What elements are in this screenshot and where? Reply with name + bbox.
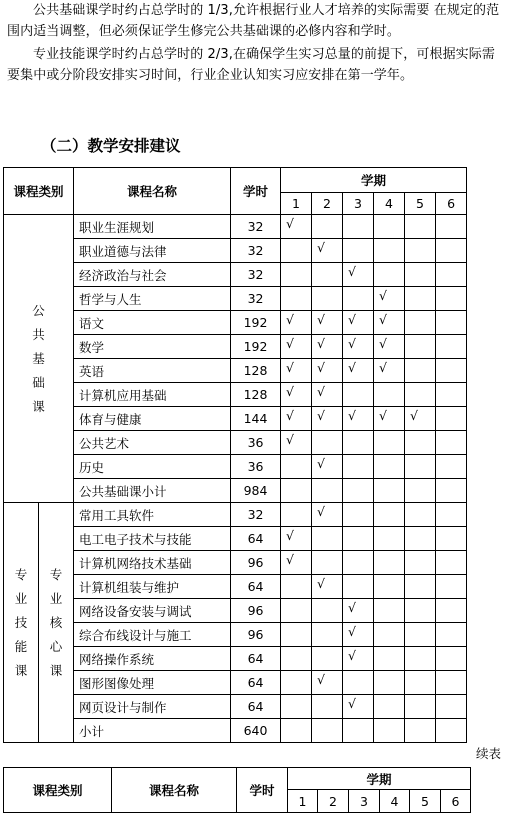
- table-row: [4, 599, 467, 623]
- check-mark-icon: √: [348, 695, 356, 711]
- check-mark-icon: √: [379, 287, 387, 303]
- course-hours: 96: [231, 599, 281, 623]
- semester-cell: [374, 671, 405, 695]
- course-name: 体育与健康: [74, 407, 231, 431]
- semester-cell: [343, 431, 374, 455]
- semester-cell: [405, 431, 436, 455]
- semester-cell: [436, 719, 467, 743]
- table-row: [4, 527, 467, 551]
- check-mark-icon: √: [348, 647, 356, 663]
- check-mark-icon: √: [317, 239, 325, 255]
- course-name: 经济政治与社会: [74, 263, 231, 287]
- semester-cell: [405, 719, 436, 743]
- semester-cell: [343, 215, 374, 239]
- semester-cell: [405, 383, 436, 407]
- semester-cell: [374, 287, 405, 311]
- course-name: 语文: [74, 311, 231, 335]
- table-row: [4, 455, 467, 479]
- course-name: 小计: [74, 719, 231, 743]
- course-name: 图形图像处理: [74, 671, 231, 695]
- check-mark-icon: √: [348, 359, 356, 375]
- check-mark-icon: √: [286, 359, 294, 375]
- check-mark-icon: √: [286, 527, 294, 543]
- course-name: 常用工具软件: [74, 503, 231, 527]
- semester-cell: [374, 719, 405, 743]
- semester-cell: [374, 359, 405, 383]
- semester-cell: [343, 239, 374, 263]
- course-name: 哲学与人生: [74, 287, 231, 311]
- semester-cell: [281, 527, 312, 551]
- semester-cell: [405, 599, 436, 623]
- semester-cell: [343, 719, 374, 743]
- table-row: [4, 335, 467, 359]
- semester-cell: [281, 407, 312, 431]
- semester-cell: [436, 311, 467, 335]
- professional-course-label-char: 专: [14, 566, 28, 582]
- semester-cell: [436, 383, 467, 407]
- course-hours: 192: [231, 335, 281, 359]
- course-hours: 32: [231, 239, 281, 263]
- public-course-label-char: 础: [32, 374, 45, 390]
- semester-cell: [436, 551, 467, 575]
- semester-cell: [405, 263, 436, 287]
- semester-cell: [374, 215, 405, 239]
- semester-number: 4: [374, 193, 405, 215]
- semester-cell: [374, 311, 405, 335]
- course-hours: 144: [231, 407, 281, 431]
- semester-cell: [312, 311, 343, 335]
- check-mark-icon: √: [348, 623, 356, 639]
- semester-cell: [405, 575, 436, 599]
- semester-cell: [343, 695, 374, 719]
- semester-cell: [436, 359, 467, 383]
- intro-paragraph-2: 专业技能课学时约占总学时的 2/3,在确保学生实习总量的前提下，可根据实际需要集中或分阶段安排实习时间，行业企业认知实习应安排在第一学年。: [7, 47, 495, 83]
- core-course-label-char: 课: [49, 662, 63, 678]
- semester-cell: [343, 383, 374, 407]
- core-course-label: [39, 503, 74, 743]
- semester-cell: [374, 455, 405, 479]
- semester-cell: [312, 335, 343, 359]
- semester-cell: [281, 671, 312, 695]
- check-mark-icon: √: [348, 599, 356, 615]
- course-hours: 128: [231, 383, 281, 407]
- table-row: [4, 719, 467, 743]
- professional-course-label-char: 能: [14, 638, 28, 654]
- semester-cell: [343, 263, 374, 287]
- course-hours: 64: [231, 575, 281, 599]
- core-course-label-char: 专: [49, 566, 63, 582]
- semester-cell: [343, 527, 374, 551]
- semester-cell: [405, 671, 436, 695]
- semester-cell: [374, 503, 405, 527]
- semester-cell: [405, 359, 436, 383]
- public-course-label-char: 公: [32, 302, 45, 318]
- check-mark-icon: √: [379, 407, 387, 423]
- course-hours: 64: [231, 671, 281, 695]
- semester-cell: [281, 551, 312, 575]
- check-mark-icon: √: [317, 383, 325, 399]
- table-row: [4, 239, 467, 263]
- semester-cell: [436, 263, 467, 287]
- check-mark-icon: √: [348, 311, 356, 327]
- schedule-table: [3, 167, 467, 743]
- semester-number: 3: [343, 193, 374, 215]
- semester-cell: [312, 287, 343, 311]
- table-row: [4, 551, 467, 575]
- course-hours: 32: [231, 503, 281, 527]
- semester-cell: [436, 407, 467, 431]
- check-mark-icon: √: [286, 335, 294, 351]
- professional-course-label-char: 课: [14, 662, 28, 678]
- semester-cell: [343, 551, 374, 575]
- course-hours: 984: [231, 479, 281, 503]
- semester-cell: [374, 239, 405, 263]
- semester-cell: [343, 599, 374, 623]
- semester-cell: [343, 311, 374, 335]
- semester-cell: [374, 599, 405, 623]
- header-course-name: 课程名称: [74, 168, 231, 215]
- check-mark-icon: √: [379, 359, 387, 375]
- semester-cell: [374, 431, 405, 455]
- semester-number: 2: [312, 193, 343, 215]
- course-name: 公共艺术: [74, 431, 231, 455]
- professional-course-label-char: 业: [14, 590, 28, 606]
- course-name: 职业道德与法律: [74, 239, 231, 263]
- course-hours: 32: [231, 287, 281, 311]
- semester-cell: [374, 527, 405, 551]
- semester-cell: [374, 695, 405, 719]
- semester-cell: [343, 575, 374, 599]
- course-name: 网络设备安装与调试: [74, 599, 231, 623]
- semester-cell: [312, 527, 343, 551]
- header-semester: 学期: [281, 168, 467, 193]
- semester-cell: [281, 311, 312, 335]
- semester-number: 6: [441, 790, 471, 813]
- check-mark-icon: √: [317, 671, 325, 687]
- semester-cell: [405, 527, 436, 551]
- course-name: 英语: [74, 359, 231, 383]
- header-category: 课程类别: [4, 768, 112, 813]
- check-mark-icon: √: [348, 263, 356, 279]
- header-hours: 学时: [237, 768, 288, 813]
- course-name: 职业生涯规划: [74, 215, 231, 239]
- semester-cell: [436, 527, 467, 551]
- semester-cell: [405, 503, 436, 527]
- table-row: [4, 623, 467, 647]
- check-mark-icon: √: [317, 503, 325, 519]
- semester-cell: [405, 335, 436, 359]
- check-mark-icon: √: [379, 311, 387, 327]
- semester-cell: [281, 623, 312, 647]
- semester-cell: [343, 359, 374, 383]
- course-hours: 192: [231, 311, 281, 335]
- check-mark-icon: √: [317, 407, 325, 423]
- table-row: [4, 647, 467, 671]
- header-semester: 学期: [288, 768, 471, 790]
- semester-cell: [281, 263, 312, 287]
- semester-cell: [374, 647, 405, 671]
- semester-cell: [405, 695, 436, 719]
- header-category: 课程类别: [4, 168, 74, 215]
- semester-cell: [312, 215, 343, 239]
- semester-cell: [281, 455, 312, 479]
- semester-cell: [405, 623, 436, 647]
- semester-cell: [343, 407, 374, 431]
- semester-cell: [312, 695, 343, 719]
- semester-cell: [374, 407, 405, 431]
- check-mark-icon: √: [379, 335, 387, 351]
- semester-cell: [343, 455, 374, 479]
- table-row: [4, 383, 467, 407]
- continued-table-header: [3, 767, 471, 813]
- course-name: 网页设计与制作: [74, 695, 231, 719]
- check-mark-icon: √: [286, 311, 294, 327]
- semester-cell: [312, 599, 343, 623]
- semester-cell: [436, 455, 467, 479]
- semester-number: 5: [410, 790, 441, 813]
- table-row: [4, 503, 467, 527]
- semester-cell: [436, 623, 467, 647]
- semester-cell: [281, 431, 312, 455]
- semester-cell: [405, 455, 436, 479]
- semester-cell: [312, 383, 343, 407]
- course-hours: 96: [231, 551, 281, 575]
- semester-cell: [343, 647, 374, 671]
- semester-cell: [436, 335, 467, 359]
- semester-cell: [343, 671, 374, 695]
- header-course-name: 课程名称: [112, 768, 237, 813]
- check-mark-icon: √: [348, 407, 356, 423]
- check-mark-icon: √: [286, 383, 294, 399]
- course-name: 计算机应用基础: [74, 383, 231, 407]
- semester-cell: [436, 431, 467, 455]
- course-name: 计算机网络技术基础: [74, 551, 231, 575]
- semester-cell: [374, 551, 405, 575]
- check-mark-icon: √: [317, 311, 325, 327]
- semester-cell: [281, 599, 312, 623]
- semester-number: 2: [318, 790, 349, 813]
- semester-cell: [281, 695, 312, 719]
- semester-number: 5: [405, 193, 436, 215]
- semester-cell: [312, 623, 343, 647]
- semester-cell: [405, 407, 436, 431]
- public-course-label-char: 共: [32, 326, 45, 342]
- semester-cell: [281, 503, 312, 527]
- semester-cell: [374, 623, 405, 647]
- check-mark-icon: √: [317, 359, 325, 375]
- table-row: [4, 431, 467, 455]
- course-name: 公共基础课小计: [74, 479, 231, 503]
- core-course-label-char: 核: [49, 614, 63, 630]
- semester-cell: [343, 335, 374, 359]
- course-name: 网络操作系统: [74, 647, 231, 671]
- public-course-label: [4, 215, 74, 503]
- intro-paragraph-1: 公共基础课学时约占总学时的 1/3,允许根据行业人才培养的实际需要 在规定的范围内适当调整，但必须保证学生修完公共基础课的必修内容和学时。: [7, 3, 500, 39]
- table-row: [4, 359, 467, 383]
- semester-cell: [405, 215, 436, 239]
- check-mark-icon: √: [317, 575, 325, 591]
- table-row: [4, 407, 467, 431]
- semester-cell: [436, 695, 467, 719]
- semester-number: 3: [349, 790, 380, 813]
- semester-cell: [281, 479, 312, 503]
- semester-cell: [343, 287, 374, 311]
- check-mark-icon: √: [410, 407, 418, 423]
- semester-cell: [405, 647, 436, 671]
- semester-number: 1: [288, 790, 318, 813]
- public-course-label-char: 基: [32, 350, 45, 366]
- table-row: [4, 311, 467, 335]
- semester-cell: [343, 623, 374, 647]
- semester-cell: [436, 239, 467, 263]
- semester-cell: [436, 599, 467, 623]
- semester-cell: [281, 647, 312, 671]
- semester-cell: [312, 431, 343, 455]
- header-hours: 学时: [231, 168, 281, 215]
- semester-cell: [436, 647, 467, 671]
- semester-cell: [312, 239, 343, 263]
- course-hours: 640: [231, 719, 281, 743]
- section-heading: （二）教学安排建议: [41, 137, 181, 155]
- semester-cell: [312, 503, 343, 527]
- semester-cell: [436, 479, 467, 503]
- check-mark-icon: √: [317, 335, 325, 351]
- course-hours: 64: [231, 647, 281, 671]
- course-name: 历史: [74, 455, 231, 479]
- semester-cell: [374, 335, 405, 359]
- course-hours: 36: [231, 455, 281, 479]
- semester-cell: [281, 335, 312, 359]
- semester-cell: [405, 239, 436, 263]
- semester-cell: [343, 503, 374, 527]
- semester-cell: [405, 551, 436, 575]
- course-hours: 36: [231, 431, 281, 455]
- semester-cell: [374, 383, 405, 407]
- course-hours: 128: [231, 359, 281, 383]
- semester-cell: [312, 551, 343, 575]
- semester-cell: [281, 575, 312, 599]
- semester-cell: [312, 719, 343, 743]
- course-name: 电工电子技术与技能: [74, 527, 231, 551]
- check-mark-icon: √: [286, 215, 294, 231]
- semester-cell: [281, 287, 312, 311]
- semester-cell: [436, 215, 467, 239]
- semester-cell: [343, 479, 374, 503]
- semester-cell: [374, 479, 405, 503]
- semester-cell: [312, 359, 343, 383]
- semester-cell: [405, 311, 436, 335]
- semester-number: 4: [380, 790, 410, 813]
- check-mark-icon: √: [286, 407, 294, 423]
- semester-cell: [374, 575, 405, 599]
- semester-cell: [436, 671, 467, 695]
- semester-cell: [312, 479, 343, 503]
- semester-cell: [312, 671, 343, 695]
- professional-course-label: [4, 503, 39, 743]
- public-course-label-char: 课: [32, 398, 45, 414]
- continued-label: 续表: [476, 746, 502, 761]
- semester-cell: [281, 719, 312, 743]
- semester-cell: [312, 647, 343, 671]
- semester-cell: [312, 407, 343, 431]
- table-row: [4, 215, 467, 239]
- semester-cell: [312, 455, 343, 479]
- table-row: [4, 287, 467, 311]
- table-row: [4, 479, 467, 503]
- semester-cell: [281, 383, 312, 407]
- professional-course-label-char: 技: [14, 614, 28, 630]
- semester-cell: [436, 503, 467, 527]
- course-name: 综合布线设计与施工: [74, 623, 231, 647]
- semester-cell: [281, 215, 312, 239]
- course-name: 计算机组装与维护: [74, 575, 231, 599]
- check-mark-icon: √: [348, 335, 356, 351]
- table-row: [4, 671, 467, 695]
- course-hours: 64: [231, 527, 281, 551]
- table-row: [4, 263, 467, 287]
- semester-cell: [436, 575, 467, 599]
- check-mark-icon: √: [286, 431, 294, 447]
- semester-cell: [405, 287, 436, 311]
- course-hours: 96: [231, 623, 281, 647]
- semester-number: 1: [281, 193, 312, 215]
- semester-number: 6: [436, 193, 467, 215]
- semester-cell: [405, 479, 436, 503]
- check-mark-icon: √: [317, 455, 325, 471]
- course-name: 数学: [74, 335, 231, 359]
- semester-cell: [374, 263, 405, 287]
- semester-cell: [312, 575, 343, 599]
- course-hours: 64: [231, 695, 281, 719]
- core-course-label-char: 心: [49, 638, 63, 654]
- course-hours: 32: [231, 215, 281, 239]
- semester-cell: [436, 287, 467, 311]
- semester-cell: [312, 263, 343, 287]
- course-hours: 32: [231, 263, 281, 287]
- table-row: [4, 575, 467, 599]
- semester-cell: [281, 239, 312, 263]
- core-course-label-char: 业: [49, 590, 63, 606]
- semester-cell: [281, 359, 312, 383]
- check-mark-icon: √: [286, 551, 294, 567]
- table-row: [4, 695, 467, 719]
